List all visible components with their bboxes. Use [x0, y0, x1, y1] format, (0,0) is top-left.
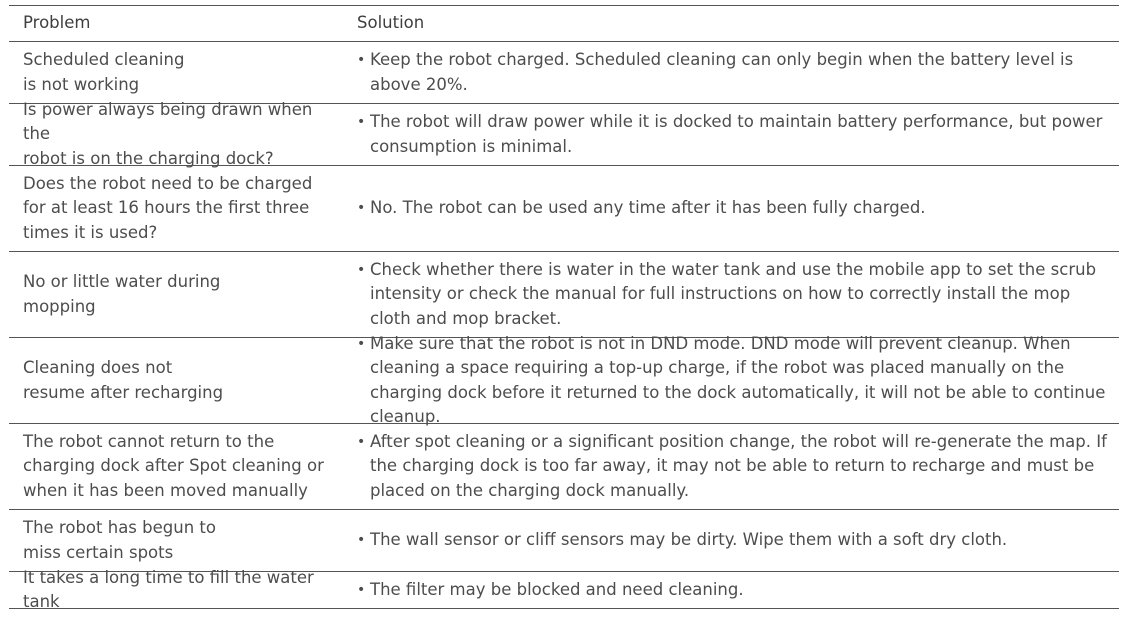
troubleshooting-table — [9, 5, 1119, 609]
problem-cell — [9, 172, 343, 246]
problem-line: Does the robot need to be charged — [23, 173, 313, 193]
solution-text: Make sure that the robot is not in DND mode. DND mode will prevent cleanup. When cleaning a space requiring a top-up charge, if the robot was placed manually on the charging dock before it returned to the dock automatically, it will not be able to continue cleanup. — [370, 333, 1106, 426]
table-row — [9, 567, 1119, 611]
table-row — [9, 424, 1119, 510]
solution-cell — [343, 258, 1119, 332]
header-problem: Problem — [23, 13, 91, 33]
bullet-icon: • — [357, 261, 366, 278]
problem-cell — [9, 270, 343, 319]
solution-cell — [343, 430, 1119, 504]
bullet-icon: • — [357, 532, 366, 549]
problem-line: times it is used? — [23, 222, 158, 242]
solution-text: After spot cleaning or a significant position change, the robot will re-generate the map. If the charging dock is too far away, it may not be able to return to recharge and must be placed on the charging dock manually. — [370, 431, 1107, 500]
bullet-icon: • — [357, 200, 366, 217]
table-header-row — [9, 6, 1119, 42]
problem-line: Cleaning does not — [23, 358, 173, 377]
bullet-icon: • — [357, 581, 366, 598]
problem-line: mopping — [23, 296, 96, 316]
solution-cell — [343, 48, 1119, 97]
problem-line: charging dock after Spot cleaning or — [23, 456, 324, 476]
solution-text: The wall sensor or cliff sensors may be dirty. Wipe them with a soft dry cloth. — [370, 530, 1008, 550]
problem-line: resume after recharging — [23, 382, 224, 402]
table-row — [9, 333, 1119, 426]
problem-line: miss certain spots — [23, 542, 174, 562]
solution-cell — [343, 110, 1119, 159]
table-row — [9, 166, 1119, 252]
solution-text: Keep the robot charged. Scheduled cleaning can only begin when the battery level is above 20%. — [370, 50, 1074, 94]
problem-line: Scheduled cleaning — [23, 50, 185, 69]
problem-line: Is power always being drawn when the — [23, 99, 313, 144]
problem-line: The robot cannot return to the — [23, 431, 275, 451]
problem-line: when it has been moved manually — [23, 480, 308, 500]
table-row — [9, 510, 1119, 572]
solution-text: The robot will draw power while it is docked to maintain battery performance, but power consumption is minimal. — [370, 112, 1103, 156]
problem-cell — [9, 516, 343, 565]
problem-line: No or little water during — [23, 272, 221, 291]
problem-cell — [9, 98, 343, 172]
solution-cell — [343, 578, 1119, 603]
problem-line: is not working — [23, 74, 140, 94]
table-row — [9, 42, 1119, 104]
bullet-icon: • — [357, 433, 366, 450]
problem-line: It takes a long time to fill the water tank — [23, 567, 314, 611]
problem-cell — [9, 566, 343, 615]
table-row — [9, 252, 1119, 338]
solution-cell — [343, 196, 1119, 221]
solution-text: No. The robot can be used any time after it has been fully charged. — [370, 198, 926, 218]
table-row — [9, 99, 1119, 168]
solution-text: The filter may be blocked and need cleaning. — [370, 579, 744, 599]
problem-line: The robot has begun to — [23, 518, 216, 537]
solution-text: Check whether there is water in the water tank and use the mobile app to set the scrub intensity or check the manual for full instructions on how to correctly install the mop cloth and mop bracket. — [370, 259, 1097, 328]
bullet-icon: • — [357, 52, 366, 68]
solution-cell — [343, 332, 1119, 430]
problem-cell — [9, 48, 343, 97]
problem-cell — [9, 356, 343, 405]
bullet-icon: • — [357, 114, 366, 130]
problem-line: for at least 16 hours the first three — [23, 198, 310, 218]
header-solution: Solution — [357, 13, 425, 33]
solution-cell — [343, 528, 1119, 553]
problem-line: robot is on the charging dock? — [23, 148, 274, 168]
bullet-icon: • — [357, 335, 366, 352]
problem-cell — [9, 430, 343, 504]
